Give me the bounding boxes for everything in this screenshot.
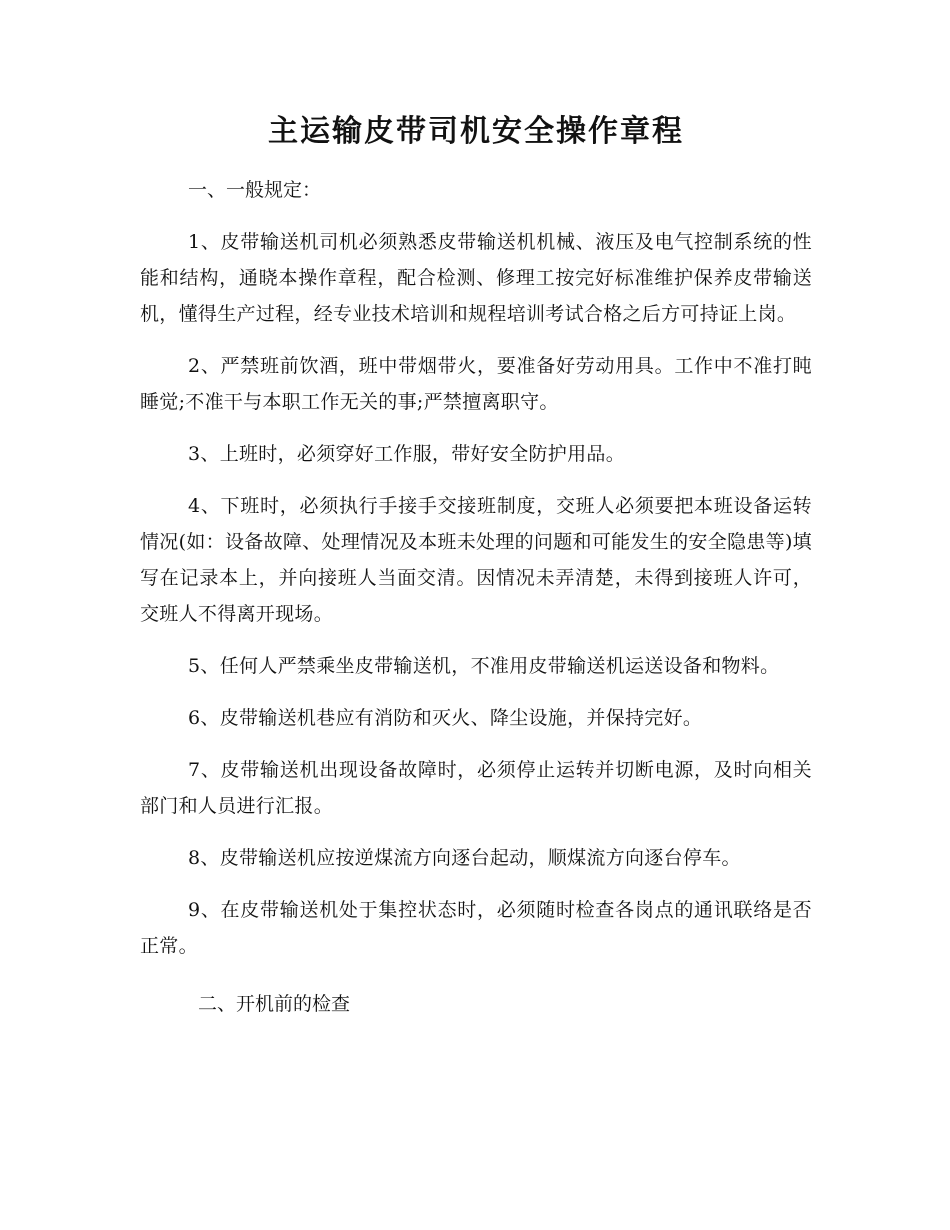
paragraph-9: 9、在皮带输送机处于集控状态时，必须随时检查各岗点的通讯联络是否正常。 <box>140 899 812 957</box>
paragraph-6: 6、皮带输送机巷应有消防和灭火、降尘设施，并保持完好。 <box>188 707 703 729</box>
paragraph-2: 2、严禁班前饮酒，班中带烟带火，要准备好劳动用具。工作中不准打盹睡觉;不准干与本职工作无关的事;严禁擅离职守。 <box>140 355 812 413</box>
paragraph-1: 1、皮带输送机司机必须熟悉皮带输送机机械、液压及电气控制系统的性能和结构，通晓本操作章程，配合检测、修理工按完好标准维护保养皮带输送机，懂得生产过程，经专业技术培训和规程培训考试合格之后方可持证上岗。 <box>140 231 812 325</box>
paragraph-3: 3、上班时，必须穿好工作服，带好安全防护用品。 <box>188 443 625 465</box>
document-page <box>140 108 812 1022</box>
document-title: 主运输皮带司机安全操作章程 <box>268 114 684 149</box>
section-heading-general-rules: 一、一般规定： <box>188 179 322 201</box>
section-heading-pre-start-check: 二、开机前的检查 <box>198 993 351 1015</box>
paragraph-7: 7、皮带输送机出现设备故障时，必须停止运转并切断电源，及时向相关部门和人员进行汇报。 <box>140 759 812 817</box>
paragraph-8: 8、皮带输送机应按逆煤流方向逐台起动，顺煤流方向逐台停车。 <box>188 847 741 869</box>
paragraph-4: 4、下班时，必须执行手接手交接班制度，交班人必须要把本班设备运转情况(如：设备故障、处理情况及本班未处理的问题和可能发生的安全隐患等)填写在记录本上，并向接班人当面交清。因情况未弄清楚，未得到接班人许可，交班人不得离开现场。 <box>140 495 812 625</box>
paragraph-5: 5、任何人严禁乘坐皮带输送机，不准用皮带输送机运送设备和物料。 <box>188 655 780 677</box>
